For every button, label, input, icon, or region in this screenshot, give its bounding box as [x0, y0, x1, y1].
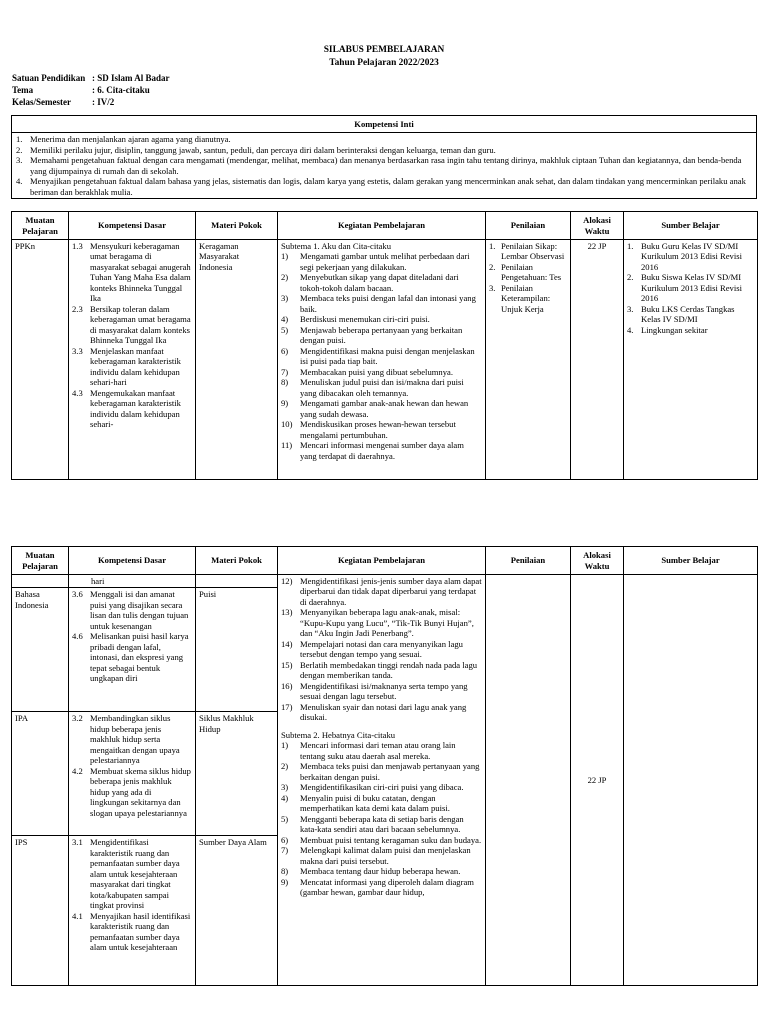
list-item: 3.2 Membandingkan siklus hidup beberapa jenis makhluk hidup serta mengaitkan dengan upaya pelestariannya: [72, 713, 180, 766]
list-item: 9) Mengamati gambar anak-anak hewan dan hewan yang sudah dewasa.: [281, 398, 469, 419]
meta-value: : SD Islam Al Badar: [92, 73, 170, 83]
list-item: 9) Mencatat informasi yang diperoleh dalam diagram (gambar hewan, gambar daur hidup,: [281, 876, 474, 898]
meta-value: : IV/2: [92, 97, 115, 107]
list-item: 3.3 Menjelaskan manfaat keberagaman karakteristik individu dalam kehidupan sehari-hari: [72, 345, 181, 388]
kompetensi-inti-list: [16, 134, 752, 197]
list-item: 3.6 Menggali isi dan amanat puisi yang disajikan secara lisan dan tulis dengan tujuan untuk kesenangan: [72, 589, 189, 631]
muatan-cell: IPA: [12, 712, 69, 836]
list-item: 14) Mempelajari notasi dan cara menyanyikan lagu tersebut dengan tempo yang sesuai.: [281, 638, 463, 660]
list-item: 7) Membacakan puisi yang dibuat sebelumnya.: [281, 366, 453, 377]
sumber-belajar-cell: [624, 240, 758, 480]
list-item: 3.1 Mengidentifikasi karakteristik ruang dan pemanfaatan sumber daya alam untuk kesejahteraan masyarakat dari tingkat kota/kabupaten sampai tingkat provinsi: [72, 837, 180, 911]
column-header: Penilaian: [486, 547, 571, 575]
column-header: Alokasi Waktu: [571, 212, 624, 240]
list-item: 2. Memiliki perilaku jujur, disiplin, tanggung jawab, santun, peduli, dan percaya diri dalam berinteraksi dengan keluarga, teman dan guru.: [16, 144, 496, 155]
column-header: Kompetensi Dasar: [69, 212, 196, 240]
list-item: 4) Berdiskusi menemukan ciri-ciri puisi.: [281, 314, 430, 325]
list-item: 2. Buku Siswa Kelas IV SD/MI Kurikulum 2013 Edisi Revisi 2016: [627, 272, 742, 304]
column-header: Materi Pokok: [196, 547, 278, 575]
subtema-heading: Subtema 1. Aku dan Cita-citaku: [281, 241, 392, 251]
column-header: Kompetensi Dasar: [69, 547, 196, 575]
kompetensi-dasar-cell: [69, 240, 196, 480]
meta-label: Satuan Pendidikan: [12, 73, 86, 83]
list-item: 4.3 Mengemukakan manfaat keberagaman karakteristik individu dalam kehidupan sehari-: [72, 387, 181, 430]
list-item: 2. Penilaian Pengetahuan: Tes: [489, 261, 562, 283]
list-item: 8) Menuliskan judul puisi dan isi/makna dari puisi yang dibacakan oleh temannya.: [281, 377, 464, 398]
kegiatan-cell: [278, 240, 486, 480]
list-item: 2) Membaca teks puisi dan menjawab pertanyaan yang berkaitan dengan puisi.: [281, 761, 480, 782]
kegiatan-cell: [278, 575, 486, 986]
list-item: 4. Lingkungan sekitar: [627, 324, 708, 335]
meta-row-satuan: [12, 73, 170, 84]
subtema-heading: Subtema 2. Hebatnya Cita-citaku: [281, 729, 396, 740]
kompetensi-dasar-cell: [69, 836, 196, 986]
list-item: 5) Mengganti beberapa kata di setiap baris dengan kata-kata sendiri atau dari bacaan sebelumnya.: [281, 813, 464, 835]
list-item: 3. Memahami pengetahuan faktual dengan cara mengamati (mendengar, melihat, membaca) dan menanya berdasarkan rasa ingin tahu tentang dirinya, makhluk ciptaan Tuhan dan kegiatannya, dan benda-benda yang dijumpainya di rumah dan di sekolah.: [16, 155, 742, 176]
list-item: 4.6 Melisankan puisi hasil karya pribadi dengan lafal, intonasi, dan ekspresi yang tepat sebagai bentuk ungkapan diri: [72, 631, 189, 684]
document-title: SILABUS PEMBELAJARAN: [323, 45, 445, 55]
list-item: 13) Menyanyikan beberapa lagu anak-anak, misal: “Kupu-Kupu yang Lucu”, “Tik-Tik Bunyi Hujan”, dan “Aku Ingin Jadi Penerbang”.: [281, 607, 474, 639]
meta-row-tema: [12, 85, 150, 96]
list-item: 17) Menuliskan syair dan notasi dari lagu anak yang disukai.: [281, 701, 467, 723]
list-item: 4.1 Menyajikan hasil identifikasi karakteristik ruang dan pemanfaatan sumber daya alam untuk kesejahteraan: [72, 910, 191, 953]
kompetensi-inti-heading: Kompetensi Inti: [12, 116, 757, 133]
list-item: 3) Mengidentifikasikan ciri-ciri puisi yang dibaca.: [281, 782, 464, 793]
list-item: 3) Membaca teks puisi dengan lafal dan intonasi yang baik.: [281, 293, 476, 314]
penilaian-cell: [486, 575, 571, 986]
meta-label: Tema: [12, 85, 34, 95]
table-row: [12, 575, 758, 588]
list-item: 1. Penilaian Sikap: Lembar Observasi: [489, 241, 565, 262]
table-header-row: [12, 547, 758, 575]
kompetensi-dasar-cell: [69, 588, 196, 712]
list-item: 1) Mencari informasi dari teman atau orang lain tentang suku atau daerah asal mereka.: [281, 740, 456, 761]
column-header: Materi Pokok: [196, 212, 278, 240]
column-header: Sumber Belajar: [624, 212, 758, 240]
list-item: 6) Mengidentifikasi makna puisi dengan menjelaskan isi puisi pada tiap bait.: [281, 345, 475, 367]
list-item: 7) Melengkapi kalimat dalam puisi dan menjelaskan makna dari puisi tersebut.: [281, 845, 471, 866]
list-item: 6) Membuat puisi tentang keragaman suku dan budaya.: [281, 834, 482, 845]
alokasi-waktu-cell: 22 JP: [571, 240, 624, 480]
list-item: 2.3 Bersikap toleran dalam keberagaman umat beragama di masyarakat dalam konteks Bhinneka Tunggal Ika: [72, 303, 191, 346]
penilaian-cell: [486, 240, 571, 480]
list-item: 3. Penilaian Keterampilan: Unjuk Kerja: [489, 282, 551, 314]
list-item: 4. Menyajikan pengetahuan faktual dalam bahasa yang jelas, sistematis dan logis, dalam karya yang estetis, dalam gerakan yang mencerminkan anak sehat, dan dalam tindakan yang mencerminkan perilaku anak beriman dan berakhlak mulia.: [16, 176, 746, 197]
list-item: 11) Mencari informasi mengenai sumber daya alam yang terdapat di daerahnya.: [281, 440, 464, 461]
list-item: 1) Mengamati gambar untuk melihat perbedaan dari segi pekerjaan yang dilakukan.: [281, 251, 470, 272]
list-item: 1. Buku Guru Kelas IV SD/MI Kurikulum 2013 Edisi Revisi 2016: [627, 241, 742, 272]
document-subtitle: Tahun Pelajaran 2022/2023: [329, 58, 439, 68]
materi-pokok-cell: Sumber Daya Alam: [196, 836, 278, 986]
list-item: 16) Mengidentifikasi isi/maknanya serta tempo yang sesuai dengan lagu tersebut.: [281, 680, 468, 702]
materi-pokok-cell: Puisi: [196, 588, 278, 712]
column-header: Sumber Belajar: [624, 547, 758, 575]
list-item: 1. Menerima dan menjalankan ajaran agama yang dianutnya.: [16, 134, 231, 145]
table-header-row: [12, 212, 758, 240]
list-item: 12) Mengidentifikasi jenis-jenis sumber daya alam dapat diperbarui dan tidak dapat diperbarui yang terdapat di daerahnya.: [281, 576, 482, 607]
list-item: 15) Berlatih membedakan tinggi rendah nada pada lagu dengan memberikan tanda.: [281, 659, 478, 681]
kompetensi-inti-table: [11, 115, 757, 199]
meta-value: : 6. Cita-citaku: [92, 85, 150, 95]
muatan-cell: IPS: [12, 836, 69, 986]
table-row: [12, 240, 758, 480]
list-item: 10) Mendiskusikan proses hewan-hewan tersebut mengalami pertumbuhan.: [281, 419, 456, 440]
meta-label: Kelas/Semester: [12, 97, 71, 107]
list-item: 4) Menyalin puisi di buku catatan, dengan memperhatikan kata demi kata dalam puisi.: [281, 792, 450, 814]
alokasi-waktu-cell: 22 JP: [571, 575, 624, 986]
meta-row-kelas: [12, 97, 114, 108]
syllabus-table-2: [11, 546, 758, 986]
column-header: Penilaian: [486, 212, 571, 240]
column-header: Muatan Pelajaran: [12, 547, 69, 575]
list-item: 1.3 Mensyukuri keberagaman umat beragama di masyarakat sebagai anugerah Tuhan Yang Maha Esa dalam konteks Bhinneka Tunggal Ika: [72, 241, 191, 304]
syllabus-table-1: [11, 211, 758, 480]
muatan-cell: Bahasa Indonesia: [12, 588, 69, 712]
column-header: Alokasi Waktu: [571, 547, 624, 575]
muatan-cell: PPKn: [12, 240, 69, 480]
column-header: Kegiatan Pembelajaran: [278, 212, 486, 240]
list-item: 4.2 Membuat skema siklus hidup beberapa jenis makhluk hidup yang ada di lingkungan sekitarnya dan slogan upaya pelestariannya: [72, 765, 191, 818]
list-item: 3. Buku LKS Cerdas Tangkas Kelas IV SD/MI: [627, 303, 735, 325]
materi-pokok-cell: Siklus Makhluk Hidup: [196, 712, 278, 836]
kompetensi-dasar-continuation: hari: [69, 575, 196, 588]
list-item: 2) Menyebutkan sikap yang dapat diteladani dari tokoh-tokoh dalam bacaan.: [281, 272, 459, 293]
list-item: 5) Menjawab beberapa pertanyaan yang berkaitan dengan puisi.: [281, 324, 463, 346]
column-header: Kegiatan Pembelajaran: [278, 547, 486, 575]
column-header: Muatan Pelajaran: [12, 212, 69, 240]
kompetensi-dasar-cell: [69, 712, 196, 836]
materi-pokok-cell: Keragaman Masyarakat Indonesia: [196, 240, 278, 480]
sumber-belajar-cell: [624, 575, 758, 986]
list-item: 8) Membaca tentang daur hidup beberapa hewan.: [281, 866, 461, 877]
